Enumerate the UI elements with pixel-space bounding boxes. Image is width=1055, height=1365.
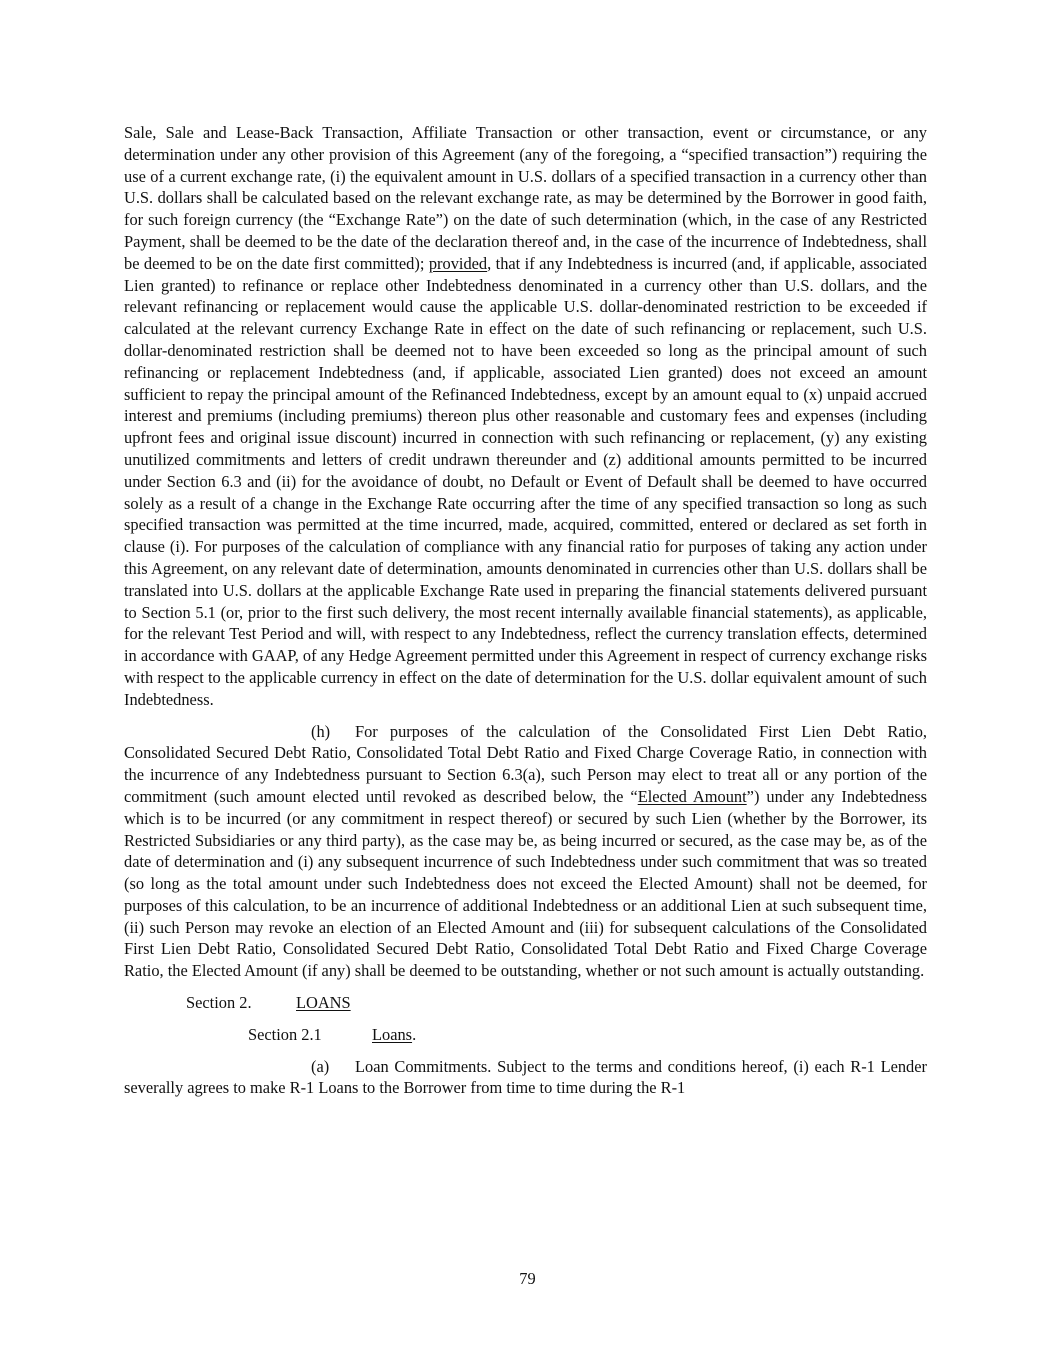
paragraph-g-text-end: , that if any Indebtedness is incurred (and, if applicable, associated Lien granted) to refinance or replace other Indebtedness denominated in a currency other than U.S. dollars, and the relevant refinancing or replacement would cause the applicable U.S. dollar-denominated restriction to be exceeded if calculated at the relevant currency Exchange Rate in effect on the date of such refinancing or replacement, such U.S. dollar-denominated restriction shall be deemed not to have been exceeded so long as the principal amount of such refinancing or replacement Indebtedness (and, if applicable, associated Lien granted) does not exceed an amount sufficient to repay the principal amount of the Refinanced Indebtedness, except by an amount equal to (x) unpaid accrued interest and premiums (including premiums) thereon plus other reasonable and customary fees and expenses (including upfront fees and original issue discount) incurred in connection with such refinancing or replacement, (y) any existing unutilized commitments and letters of credit undrawn thereunder and (z) additional amounts permitted to be incurred under Section 6.3 and (ii) for the avoidance of doubt, no Default or Event of Default shall be deemed to have occurred solely as a result of a change in the Exchange Rate occurring after the time of any specified transaction so long as such specified transaction was permitted at the time incurred, made, acquired, committed, entered or declared as set forth in clause (i). For purposes of the calculation of compliance with any financial ratio for purposes of taking any action under this Agreement, on any relevant date of determination, amounts denominated in currencies other than U.S. dollars shall be translated into U.S. dollars at the applicable Exchange Rate used in preparing the financial statements delivered pursuant to Section 5.1 (or, prior to the first such delivery, the most recent internally available financial statements), as applicable, for the relevant Test Period and will, with respect to any Indebtedness, reflect the currency translation effects, determined in accordance with GAAP, of any Hedge Agreement permitted under this Agreement in respect of currency exchange risks with respect to the applicable currency in effect on the date of determination for the U.S. dollar equivalent amount of such Indebtedness.: [124, 253, 927, 709]
paragraph-h-text-end: ”) under any Indebtedness which is to be incurred (or any commitment in respect thereof) or secured by such Lien (whether by the Borrower, its Restricted Subsidiaries or any third party), as the case may be, as being incurred or secured, as the case may be, as of the date of determination and (i) any subsequent incurrence of such Indebtedness under such commitment that was so treated (so long as the total amount under such Indebtedness does not exceed the Elected Amount) shall not be deemed, for purposes of this calculation, to be an incurrence of additional Indebtedness or an additional Lien at such subsequent time, (ii) such Person may revoke an election of an Elected Amount and (iii) for subsequent calculations of the Consolidated First Lien Debt Ratio, Consolidated Secured Debt Ratio, Consolidated Total Debt Ratio and Fixed Charge Coverage Ratio, the Elected Amount (if any) shall be deemed to be outstanding, whether or not such amount is actually outstanding.: [124, 786, 927, 981]
section-2-1-heading-underlined: [248, 1025, 412, 1044]
section-2-number: Section 2.: [186, 993, 252, 1013]
page-body: [124, 122, 927, 1099]
paragraph-h-text-start: For purposes of the calculation of the Consolidated First Lien Debt Ratio, Consolidated Secured Debt Ratio, Consolidated Total Debt Ratio and Fixed Charge Coverage Ratio, in connection with the incurrence of any Indebtedness pursuant to Section 6.3(a), such Person may elect to treat all or any portion of the commitment (such amount elected until revoked as described below, the “: [124, 721, 927, 806]
section-2-heading: [124, 992, 927, 1014]
provided-term: provided: [428, 253, 488, 273]
section-2-1-heading: [124, 1024, 927, 1046]
paragraph-a-label: (a): [311, 1056, 330, 1076]
page-number: 79: [519, 1269, 536, 1288]
paragraph-a: [124, 1056, 927, 1100]
paragraph-h-label: (h): [311, 721, 331, 741]
section-2-1-title: Loans: [372, 1024, 413, 1044]
paragraph-g-continued: [124, 122, 927, 711]
section-2-heading-underlined: [186, 993, 351, 1012]
paragraph-g-text-start: Sale, Sale and Lease-Back Transaction, Affiliate Transaction or other transaction, event or circumstance, or any determination under any other provision of this Agreement (any of the foregoing, a “specified transaction”) requiring the use of a current exchange rate, (i) the equivalent amount in U.S. dollars of a specified transaction in a currency other than U.S. dollars shall be calculated based on the relevant exchange rate, as may be determined by the Borrower in good faith, for such foreign currency (the “Exchange Rate”) on the date of such determination (which, in the case of any Restricted Payment, shall be deemed to be the date of the declaration thereof and, in the case of the incurrence of Indebtedness, shall be deemed to be on the date first committed);: [124, 123, 927, 273]
elected-amount-term: Elected Amount: [637, 786, 747, 806]
section-2-1-period: .: [412, 1024, 417, 1044]
section-2-title: LOANS: [296, 993, 351, 1013]
section-2-1-number: Section 2.1: [248, 1024, 322, 1044]
paragraph-a-text: Loan Commitments. Subject to the terms and conditions hereof, (i) each R-1 Lender severally agrees to make R-1 Loans to the Borrower from time to time during the R-1: [124, 1056, 927, 1098]
paragraph-h: [124, 721, 927, 983]
